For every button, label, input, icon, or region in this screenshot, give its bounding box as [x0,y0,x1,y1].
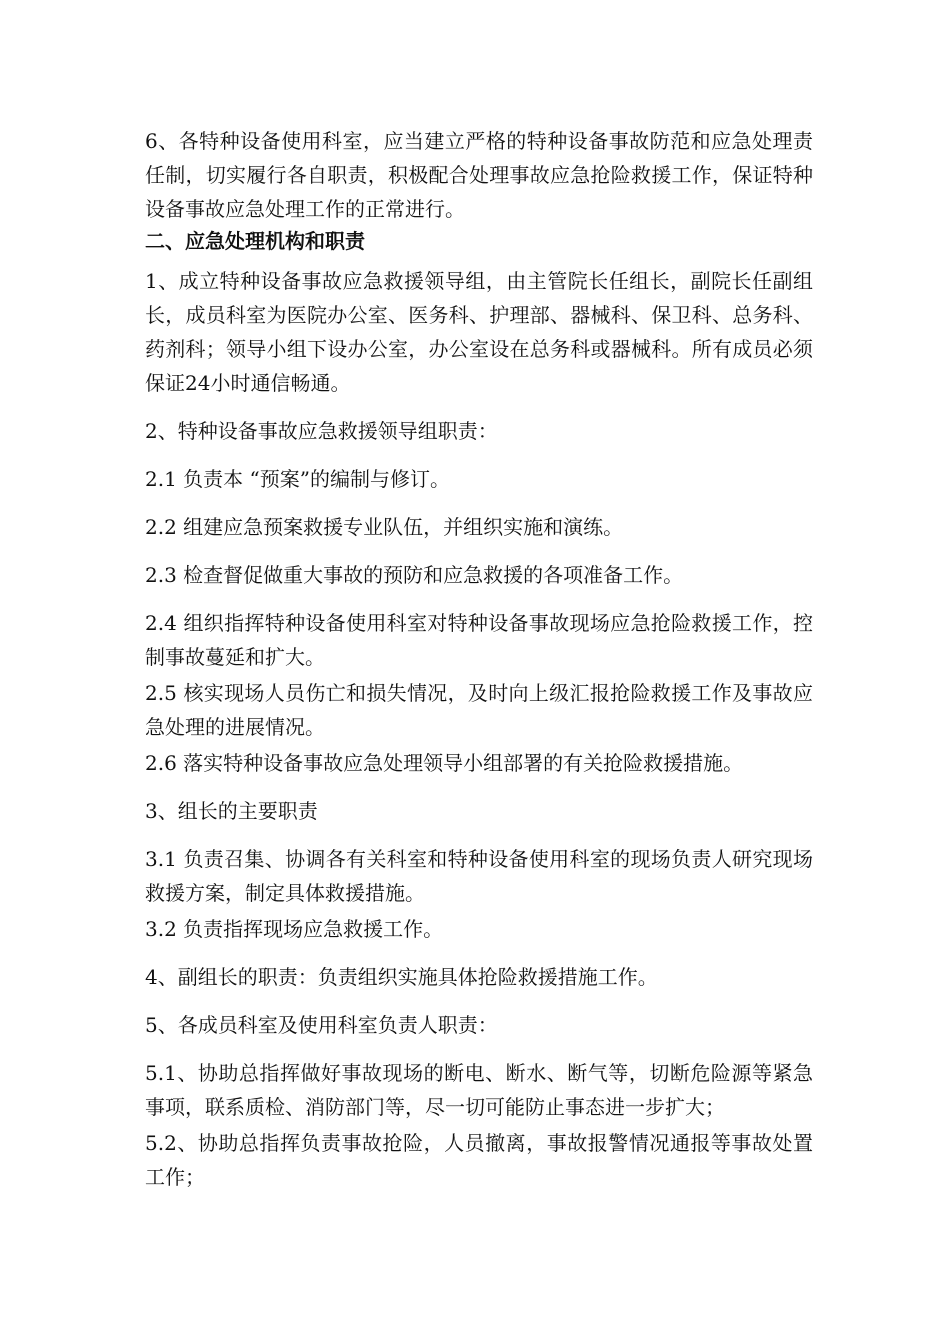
paragraph-3-2: 3.2 负责指挥现场应急救援工作。 [145,917,444,941]
paragraph-5-1: 5.1、协助总指挥做好事故现场的断电、断水、断气等，切断危险源等紧急事项，联系质检、消防部门等，尽一切可能防止事态进一步扩大； [145,1061,813,1119]
paragraph-2-3: 2.3 检查督促做重大事故的预防和应急救援的各项准备工作。 [145,563,684,587]
document-page [145,124,813,1196]
paragraph-4-deputy-duties: 4、副组长的职责：负责组织实施具体抢险救援措施工作。 [145,965,658,989]
paragraph-2-6: 2.6 落实特种设备事故应急处理领导小组部署的有关抢险救援措施。 [145,751,744,775]
paragraph-5-member-duties: 5、各成员科室及使用科室负责人职责： [145,1013,498,1037]
paragraph-1-leadership-group: 1、成立特种设备事故应急救援领导组，由主管院长任组长，副院长任副组长，成员科室为医院办公室、医务科、护理部、器械科、保卫科、总务科、药剂科；领导小组下设办公室，办公室设在总务科或器械科。所有成员必须保证24小时通信畅通。 [145,269,813,395]
paragraph-2-5: 2.5 核实现场人员伤亡和损失情况，及时向上级汇报抢险救援工作及事故应急处理的进展情况。 [145,681,813,739]
paragraph-2-4: 2.4 组织指挥特种设备使用科室对特种设备事故现场应急抢险救援工作，控制事故蔓延和扩大。 [145,611,813,669]
paragraph-5-2: 5.2、协助总指挥负责事故抢险，人员撤离，事故报警情况通报等事故处置工作； [145,1131,813,1189]
section-heading-2: 二、应急处理机构和职责 [145,229,365,253]
paragraph-2-1: 2.1 负责本 “预案”的编制与修订。 [145,467,450,491]
paragraph-3-leader-duties: 3、组长的主要职责 [145,799,318,823]
paragraph-3-1: 3.1 负责召集、协调各有关科室和特种设备使用科室的现场负责人研究现场救援方案，制定具体救援措施。 [145,847,813,905]
paragraph-2-duties: 2、特种设备事故应急救援领导组职责： [145,419,498,443]
paragraph-6-responsibility: 6、各特种设备使用科室，应当建立严格的特种设备事故防范和应急处理责任制，切实履行各自职责，积极配合处理事故应急抢险救援工作，保证特种设备事故应急处理工作的正常进行。 [145,129,813,221]
paragraph-2-2: 2.2 组建应急预案救援专业队伍，并组织实施和演练。 [145,515,624,539]
